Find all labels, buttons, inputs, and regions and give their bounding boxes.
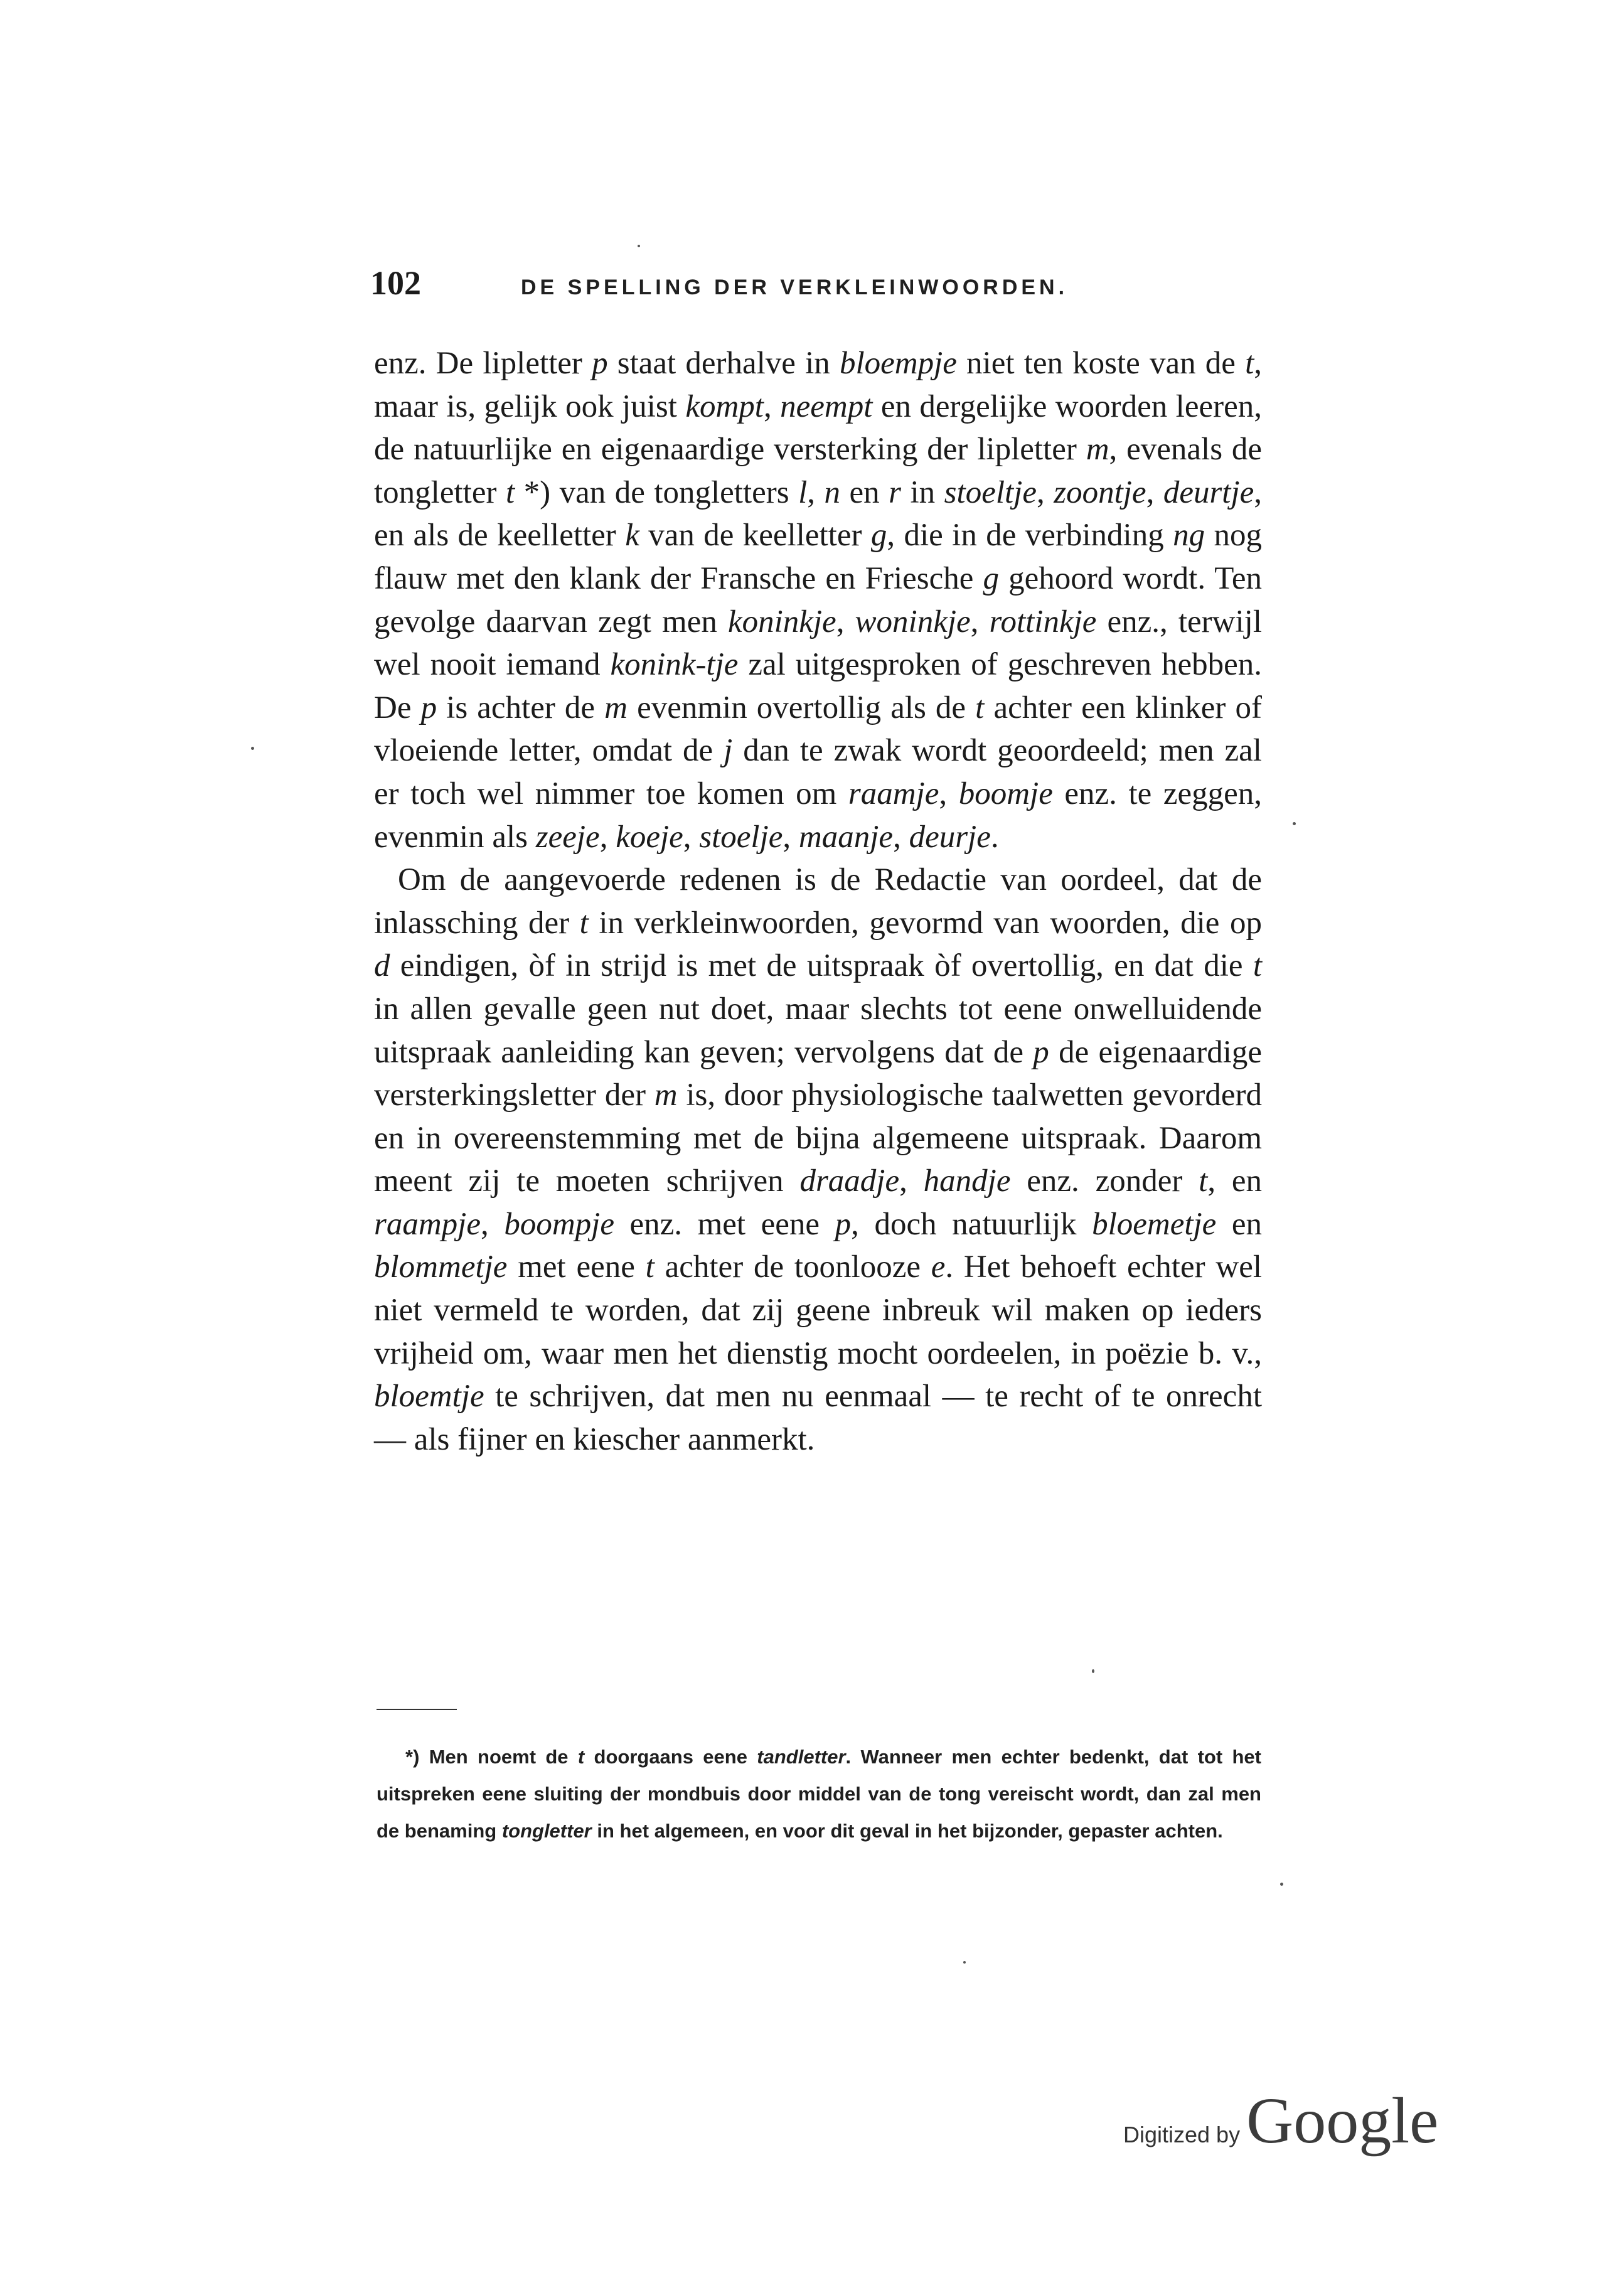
italic-word: boompje [504, 1206, 614, 1242]
digitized-by-watermark [1123, 2083, 1439, 2157]
digitized-label: Digitized by [1123, 2122, 1241, 2147]
body-text [374, 342, 1262, 1461]
footnote-rule [377, 1709, 457, 1710]
italic-word: k [625, 518, 639, 553]
italic-word: bloempje [839, 346, 957, 381]
italic-word: zoontje [1054, 474, 1146, 510]
italic-word: m [654, 1077, 678, 1113]
italic-word: p [592, 346, 608, 381]
running-head [370, 264, 1280, 314]
paragraph-1: enz. De lipletter p staat derhalve in bloempje niet ten koste van de t, maar is, gelijk ook juist kompt, neempt en dergelijke woorden leeren, de natuurlijke en eigenaardige versterking der lipletter m, evenals de tongletter t *) van de tongletters l, n en r in stoeltje, zoontje, deurtje, en als de keelletter k van de keelletter g, die in de verbinding ng nog flauw met den klank der Fransche en Friesche g gehoord wordt. Ten gevolge daarvan zegt men koninkje, woninkje, rottinkje enz., terwijl wel nooit iemand konink-tje zal uitgesproken of geschreven hebben. De p is achter de m evenmin overtollig als de t achter een klinker of vloeiende letter, omdat de j dan te zwak wordt geoordeeld; men zal er toch wel nimmer toe komen om raamje, boomje enz. te zeggen, evenmin als zeeje, koeje, stoelje, maanje, deurje. [374, 346, 1263, 855]
paragraph-2: Om de aangevoerde redenen is de Redactie van oordeel, dat de inlassching der t in verkleinwoorden, gevormd van woorden, die op d eindigen, òf in strijd is met de uitspraak òf overtollig, en dat die t in allen gevalle geen nut doet, maar slechts tot eene onwelluidende uitspraak aanleiding kan geven; vervolgens dat de p de eigenaardige versterkingsletter der m is, door physiologische taalwetten gevorderd en in overeenstemming met de bijna algemeene uitspraak. Daarom meent zij te moeten schrijven draadje, handje enz. zonder t, en raampje, boompje enz. met eene p, doch natuurlijk bloemetje en blommetje met eene t achter de toonlooze e. Het behoeft echter wel niet vermeld te worden, dat zij geene inbreuk wil maken op ieders vrijheid om, waar men het dienstig mocht oordeelen, in poëzie b. v., bloemtje te schrijven, dat men nu eenmaal — te recht of te onrecht — als fijner en kiescher aanmerkt. [374, 862, 1263, 1457]
italic-word: neempt [780, 388, 873, 424]
running-title: DE SPELLING DER VERKLEINWOORDEN. [521, 275, 1069, 299]
scan-speck [1280, 1883, 1283, 1886]
italic-word: ng [1173, 518, 1205, 553]
scan-speck [638, 245, 640, 247]
italic-word: t [645, 1249, 654, 1285]
italic-word: kompt [685, 388, 764, 424]
scan-speck [1293, 822, 1296, 825]
footnote-text: *) Men noemt de t doorgaans eene tandletter. Wanneer men echter bedenkt, dat tot het uitspreken eene sluiting der mondbuis door middel van de tong vereischt wordt, dan zal men de benaming tongletter in het algemeen, en voor dit geval in het bijzonder, gepaster achten. [377, 1746, 1261, 1842]
italic-word: j [724, 733, 733, 769]
italic-word: t [505, 474, 515, 510]
italic-word: l [798, 474, 808, 510]
italic-word: p [835, 1206, 852, 1242]
italic-word: rottinkje [989, 604, 1097, 639]
google-logo: Google [1246, 2085, 1439, 2157]
italic-word: d [374, 948, 390, 984]
scan-speck [963, 1961, 966, 1964]
italic-word: m [1086, 432, 1109, 468]
italic-word: m [604, 690, 628, 725]
italic-word: p [1033, 1034, 1049, 1070]
italic-word: t [579, 905, 589, 941]
scan-speck [1092, 1669, 1094, 1673]
italic-word: zeeje [535, 819, 600, 855]
italic-word: koeje [616, 819, 683, 855]
italic-word: g [983, 560, 1000, 596]
italic-word: boomje [958, 776, 1053, 811]
italic-word: t [1199, 1163, 1208, 1199]
italic-word: g [870, 518, 887, 553]
italic-word: bloemetje [1092, 1206, 1217, 1242]
italic-word: t [1245, 346, 1254, 381]
italic-word: t [975, 690, 985, 725]
italic-word: deurje [909, 819, 991, 855]
italic-word: konink-tje [610, 647, 739, 683]
footnote [377, 1738, 1261, 1849]
scan-speck [251, 747, 254, 750]
italic-word: blommetje [374, 1249, 508, 1285]
italic-word: bloemtje [374, 1379, 484, 1414]
italic-word: deurtje [1163, 474, 1254, 510]
italic-word: handje [923, 1163, 1011, 1199]
italic-word: raamje [848, 776, 939, 811]
italic-word: maanje [798, 819, 894, 855]
italic-word: woninkje [855, 604, 971, 639]
italic-word: t [1253, 948, 1262, 984]
italic-word: draadje [799, 1163, 900, 1199]
italic-word: e [931, 1249, 946, 1285]
italic-word: r [889, 474, 902, 510]
page-number: 102 [370, 264, 421, 302]
italic-word: tandletter [757, 1746, 846, 1768]
italic-word: t [577, 1746, 585, 1768]
italic-word: raampje [374, 1206, 481, 1242]
italic-word: stoeltje [944, 474, 1037, 510]
italic-word: tongletter [501, 1820, 592, 1842]
italic-word: n [824, 474, 841, 510]
italic-word: stoelje [699, 819, 783, 855]
italic-word: p [420, 690, 437, 725]
italic-word: koninkje [727, 604, 836, 639]
